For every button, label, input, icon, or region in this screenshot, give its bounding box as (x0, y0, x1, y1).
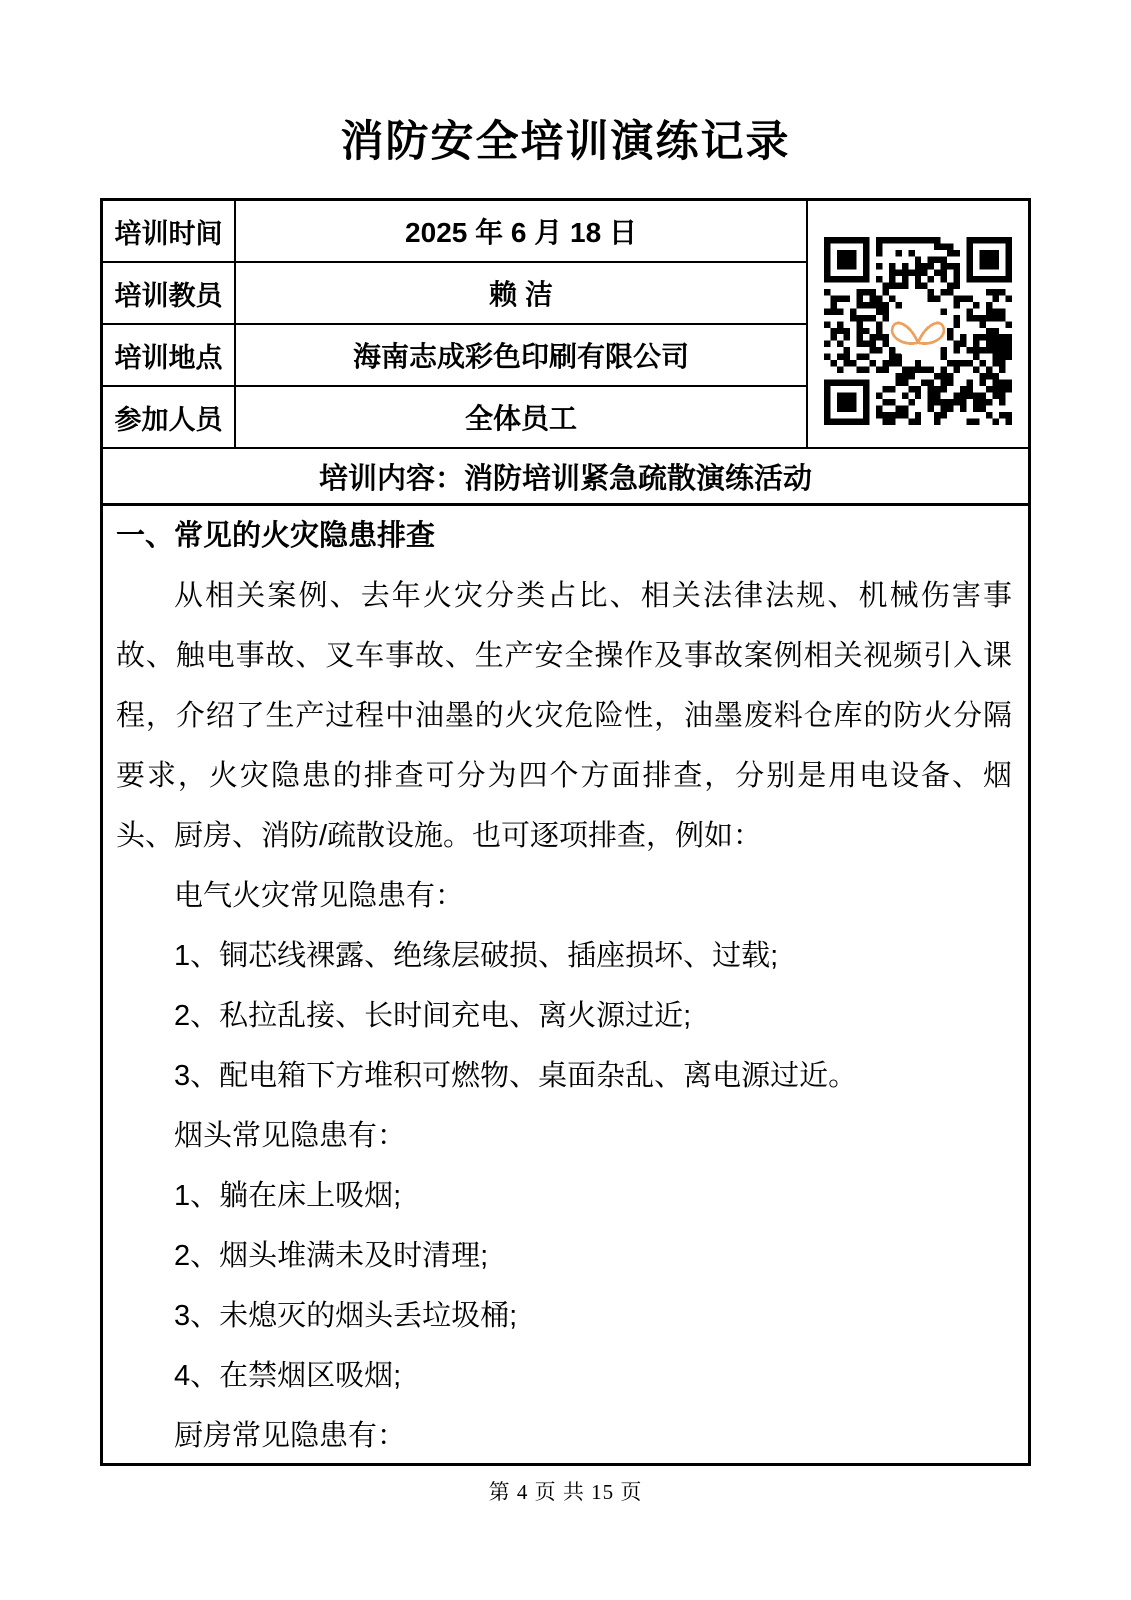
section-heading: 一、常见的火灾隐患排查 (116, 520, 436, 552)
hazard-item: 1、躺在床上吸烟; (174, 1180, 402, 1212)
hazard-item: 4、在禁烟区吸烟; (174, 1360, 402, 1392)
trainer-label: 培训教员 (103, 263, 236, 323)
training-content-row: 培训内容：消防培训紧急疏散演练活动 (103, 447, 1028, 503)
table-row (103, 263, 806, 325)
page-title: 消防安全培训演练记录 (340, 118, 791, 166)
info-rows (103, 201, 806, 447)
page-footer: 第 4 页 共 15 页 (488, 1480, 643, 1504)
location-label: 培训地点 (103, 325, 236, 385)
table-row (103, 387, 806, 447)
participants-label: 参加人员 (103, 387, 236, 447)
info-table-top-section (103, 201, 1028, 447)
content-box (103, 503, 1028, 1463)
hazard-item: 3、未熄灭的烟头丢垃圾桶; (174, 1300, 518, 1332)
info-table (100, 198, 1031, 1466)
training-time-value: 2025 年 6 月 18 日 (405, 217, 637, 248)
hazard-item: 2、烟头堆满未及时清理; (174, 1240, 489, 1272)
table-row (103, 201, 806, 263)
trainer-value: 赖 洁 (489, 279, 553, 310)
qr-code-cell (806, 201, 1028, 447)
hazard-item: 电气火灾常见隐患有： (174, 880, 465, 912)
location-value: 海南志成彩色印刷有限公司 (352, 341, 689, 372)
training-time-label: 培训时间 (103, 201, 236, 261)
hazard-item: 3、配电箱下方堆积可燃物、桌面杂乱、离电源过近。 (174, 1060, 858, 1092)
table-row (103, 325, 806, 387)
hazard-item: 2、私拉乱接、长时间充电、离火源过近; (174, 1000, 692, 1032)
body-paragraph: 从相关案例、去年火灾分类占比、相关法律法规、机械伤害事故、触电事故、叉车事故、生产安全操作及事故案例相关视频引入课程，介绍了生产过程中油墨的火灾危险性，油墨废料仓库的防火分隔要求，火灾隐患的排查可分为四个方面排查，分别是用电设备、烟头、厨房、消防/疏散设施。也可逐项排查，例如： (116, 580, 1012, 852)
hazard-item: 1、铜芯线裸露、绝缘层破损、插座损坏、过载; (174, 940, 779, 972)
hazard-item: 烟头常见隐患有： (174, 1120, 407, 1152)
participants-value: 全体员工 (464, 403, 577, 434)
qr-code-icon (824, 237, 1012, 425)
hazard-item: 厨房常见隐患有： (174, 1420, 407, 1452)
